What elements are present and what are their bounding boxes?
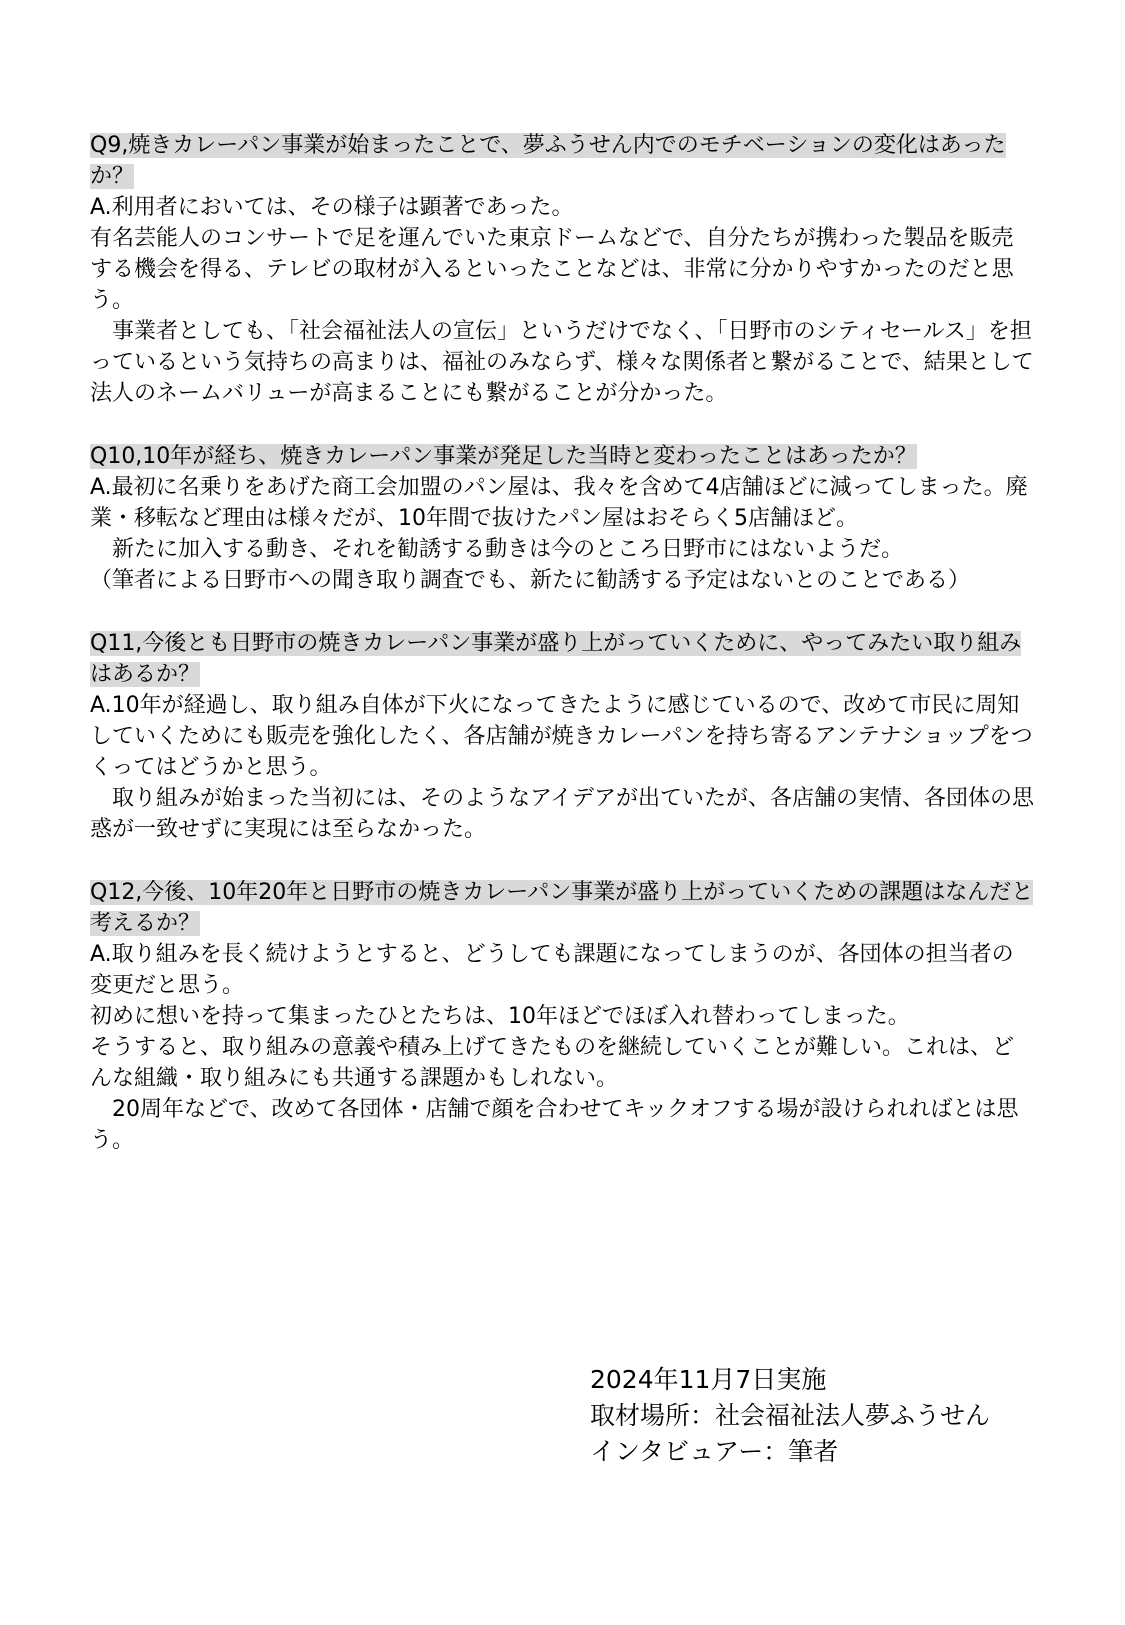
qa-block-q9 xyxy=(90,130,1035,409)
qa-block-q11 xyxy=(90,628,1035,845)
answer-paragraph: 事業者としても、「社会福祉法人の宣伝」というだけでなく、「日野市のシティセールス」を担っているという気持ちの高まりは、福祉のみならず、様々な関係者と繋がることで、結果として法人のネームバリューが高まることにも繋がることが分かった。 xyxy=(90,319,1034,406)
answer-paragraph: 新たに加入する動き、それを勧誘する動きは今のところ日野市にはないようだ。 xyxy=(112,537,904,562)
interview-footer xyxy=(590,1362,990,1470)
qa-block-q10 xyxy=(90,441,1035,596)
answer-paragraph: 初めに想いを持って集まったひとたちは、10年ほどでほぼ入れ替わってしまった。 xyxy=(90,1004,910,1029)
answer-paragraph: 20周年などで、改めて各団体・店舗で顔を合わせてキックオフする場が設けられればとは思う。 xyxy=(90,1097,1019,1153)
answer-paragraph: A.最初に名乗りをあげた商工会加盟のパン屋は、我々を含めて4店舗ほどに減ってしまった。廃業・移転など理由は様々だが、10年間で抜けたパン屋はおそらく5店舗ほど。 xyxy=(90,475,1028,531)
question-heading: Q12,今後、10年20年と日野市の焼きカレーパン事業が盛り上がっていくための課題はなんだと考えるか？ xyxy=(90,880,1034,936)
question-heading: Q10,10年が経ち、焼きカレーパン事業が発足した当時と変わったことはあったか？ xyxy=(90,444,917,469)
answer-paragraph: 取り組みが始まった当初には、そのようなアイデアが出ていたが、各店舗の実情、各団体の思惑が一致せずに実現には至らなかった。 xyxy=(90,786,1035,842)
interview-date: 2024年11月7日実施 xyxy=(590,1365,827,1394)
answer-paragraph: そうすると、取り組みの意義や積み上げてきたものを継続していくことが難しい。これは、どんな組織・取り組みにも共通する課題かもしれない。 xyxy=(90,1035,1015,1091)
answer-paragraph: （筆者による日野市への聞き取り調査でも、新たに勧誘する予定はないとのことである） xyxy=(90,568,971,593)
interview-document xyxy=(90,130,1035,1188)
answer-paragraph: 有名芸能人のコンサートで足を運んでいた東京ドームなどで、自分たちが携わった製品を販売する機会を得る、テレビの取材が入るといったことなどは、非常に分かりやすかったのだと思う。 xyxy=(90,226,1014,313)
qa-block-q12 xyxy=(90,877,1035,1156)
interviewer-credit: インタビュアー：筆者 xyxy=(590,1437,839,1466)
interview-location: 取材場所：社会福祉法人夢ふうせん xyxy=(590,1401,991,1430)
answer-paragraph: A.利用者においては、その様子は顕著であった。 xyxy=(90,195,574,220)
answer-paragraph: A.取り組みを長く続けようとすると、どうしても課題になってしまうのが、各団体の担当者の変更だと思う。 xyxy=(90,942,1014,998)
question-heading: Q9,焼きカレーパン事業が始まったことで、夢ふうせん内でのモチベーションの変化はあったか？ xyxy=(90,133,1006,189)
answer-paragraph: A.10年が経過し、取り組み自体が下火になってきたように感じているので、改めて市民に周知していくためにも販売を強化したく、各店舗が焼きカレーパンを持ち寄るアンテナショップをつくってはどうかと思う。 xyxy=(90,693,1033,780)
question-heading: Q11,今後とも日野市の焼きカレーパン事業が盛り上がっていくために、やってみたい取り組みはあるか？ xyxy=(90,631,1022,687)
